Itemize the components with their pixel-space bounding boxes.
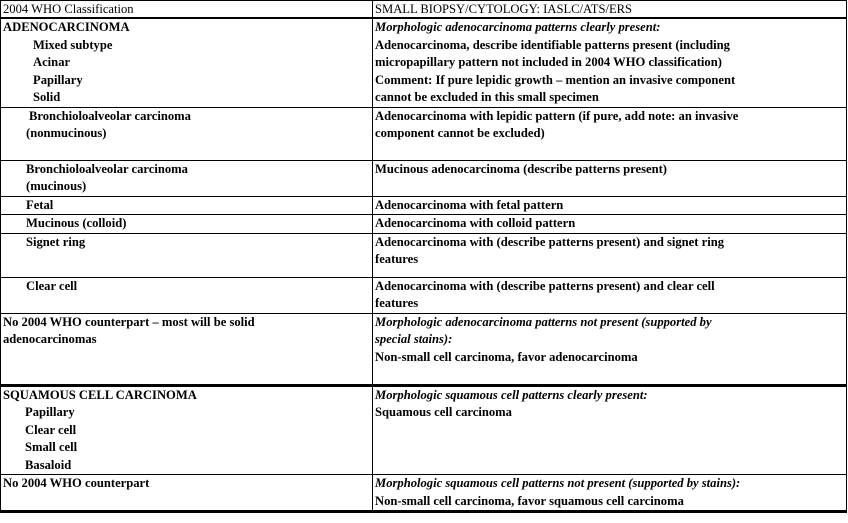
signet-left	[1, 233, 373, 277]
no-counterpart-adeno-left	[1, 313, 373, 385]
table-row	[1, 313, 847, 385]
no-counterpart-squamous-text: Non-small cell carcinoma, favor squamous cell carcinoma	[375, 493, 684, 508]
header-small-biopsy: SMALL BIOPSY/CYTOLOGY: IASLC/ATS/ERS	[373, 1, 847, 19]
adeno-left-cell	[1, 18, 373, 107]
table-row	[1, 277, 847, 313]
colloid-text: Adenocarcinoma with colloid pattern	[375, 216, 576, 230]
adeno-criteria-text: micropapillary pattern not included in 2004 WHO classification)	[375, 55, 722, 69]
table-row	[1, 107, 847, 160]
signet-text: Adenocarcinoma with (describe patterns present) and signet ring	[375, 234, 724, 249]
table-row	[1, 160, 847, 196]
clear-left	[1, 277, 373, 313]
no-counterpart-squamous-heading: Morphologic squamous cell patterns not present (supported by stains):	[375, 476, 741, 490]
fetal-right	[373, 196, 847, 215]
colloid-right	[373, 215, 847, 234]
adeno-right-cell	[373, 18, 847, 107]
no-counterpart-adeno-heading: special stains):	[375, 332, 453, 346]
bac-nonmucinous-label: (nonmucinous)	[26, 126, 107, 140]
clear-right	[373, 277, 847, 313]
squamous-subtype: Clear cell	[25, 422, 77, 437]
no-counterpart-adeno-label: No 2004 WHO counterpart – most will be solid	[3, 314, 255, 329]
bac-nonmucinous-text: Adenocarcinoma with lepidic pattern (if pure, add note: an invasive	[375, 108, 739, 123]
bac-nonmucinous-label: Bronchioloalveolar carcinoma	[29, 108, 191, 123]
adeno-criteria-text: Adenocarcinoma, describe identifiable patterns present (including	[375, 37, 730, 52]
fetal-text: Adenocarcinoma with fetal pattern	[375, 197, 564, 212]
bac-nonmucinous-left	[1, 107, 373, 160]
signet-right	[373, 233, 847, 277]
bac-mucinous-text: Mucinous adenocarcinoma (describe patterns present)	[375, 161, 667, 176]
signet-label: Signet ring	[26, 234, 86, 249]
clear-text: features	[375, 296, 419, 310]
no-counterpart-adeno-right	[373, 313, 847, 385]
clear-label: Clear cell	[26, 278, 78, 293]
adeno-subtype: Papillary	[33, 72, 83, 87]
table-row	[1, 18, 847, 107]
squamous-subtype: Small cell	[25, 440, 78, 454]
squamous-subtype: Basaloid	[25, 457, 72, 472]
bac-mucinous-label: (mucinous)	[26, 179, 87, 193]
no-counterpart-adeno-heading: Morphologic adenocarcinoma patterns not present (supported by	[375, 314, 712, 329]
fetal-label: Fetal	[26, 197, 54, 212]
bac-mucinous-label: Bronchioloalveolar carcinoma	[26, 161, 188, 176]
adeno-subtype: Solid	[33, 90, 61, 104]
adeno-criteria-text: cannot be excluded in this small specimen	[375, 90, 599, 104]
adeno-criteria-heading: Morphologic adenocarcinoma patterns clearly present:	[375, 20, 661, 34]
table-row	[1, 233, 847, 277]
adeno-subtype: Mixed subtype	[33, 37, 113, 52]
squamous-right-cell	[373, 385, 847, 475]
no-counterpart-adeno-label: adenocarcinomas	[3, 332, 97, 346]
fetal-left	[1, 196, 373, 215]
header-who-2004: 2004 WHO Classification	[1, 1, 373, 19]
adeno-title: ADENOCARCINOMA	[3, 20, 130, 34]
adeno-subtype: Acinar	[33, 55, 71, 69]
table-row	[1, 475, 847, 512]
squamous-criteria-heading: Morphologic squamous cell patterns clearly present:	[375, 387, 648, 402]
bac-nonmucinous-right	[373, 107, 847, 160]
squamous-title: SQUAMOUS CELL CARCINOMA	[3, 387, 197, 402]
clear-text: Adenocarcinoma with (describe patterns present) and clear cell	[375, 278, 715, 293]
bac-mucinous-left	[1, 160, 373, 196]
squamous-subtype: Papillary	[25, 405, 75, 419]
bac-mucinous-right	[373, 160, 847, 196]
squamous-left-cell	[1, 385, 373, 475]
colloid-label: Mucinous (colloid)	[26, 216, 127, 230]
table-row	[1, 385, 847, 475]
no-counterpart-adeno-text: Non-small cell carcinoma, favor adenocarcinoma	[375, 349, 638, 364]
no-counterpart-squamous-right	[373, 475, 847, 512]
table-row	[1, 196, 847, 215]
no-counterpart-squamous-left	[1, 475, 373, 512]
bac-nonmucinous-text: component cannot be excluded)	[375, 126, 545, 140]
table-row	[1, 215, 847, 234]
colloid-left	[1, 215, 373, 234]
no-counterpart-squamous-label: No 2004 WHO counterpart	[3, 476, 150, 490]
signet-text: features	[375, 252, 419, 266]
header-row	[1, 1, 847, 19]
squamous-criteria-text: Squamous cell carcinoma	[375, 405, 512, 419]
adeno-criteria-text: Comment: If pure lepidic growth – mention an invasive component	[375, 72, 736, 87]
